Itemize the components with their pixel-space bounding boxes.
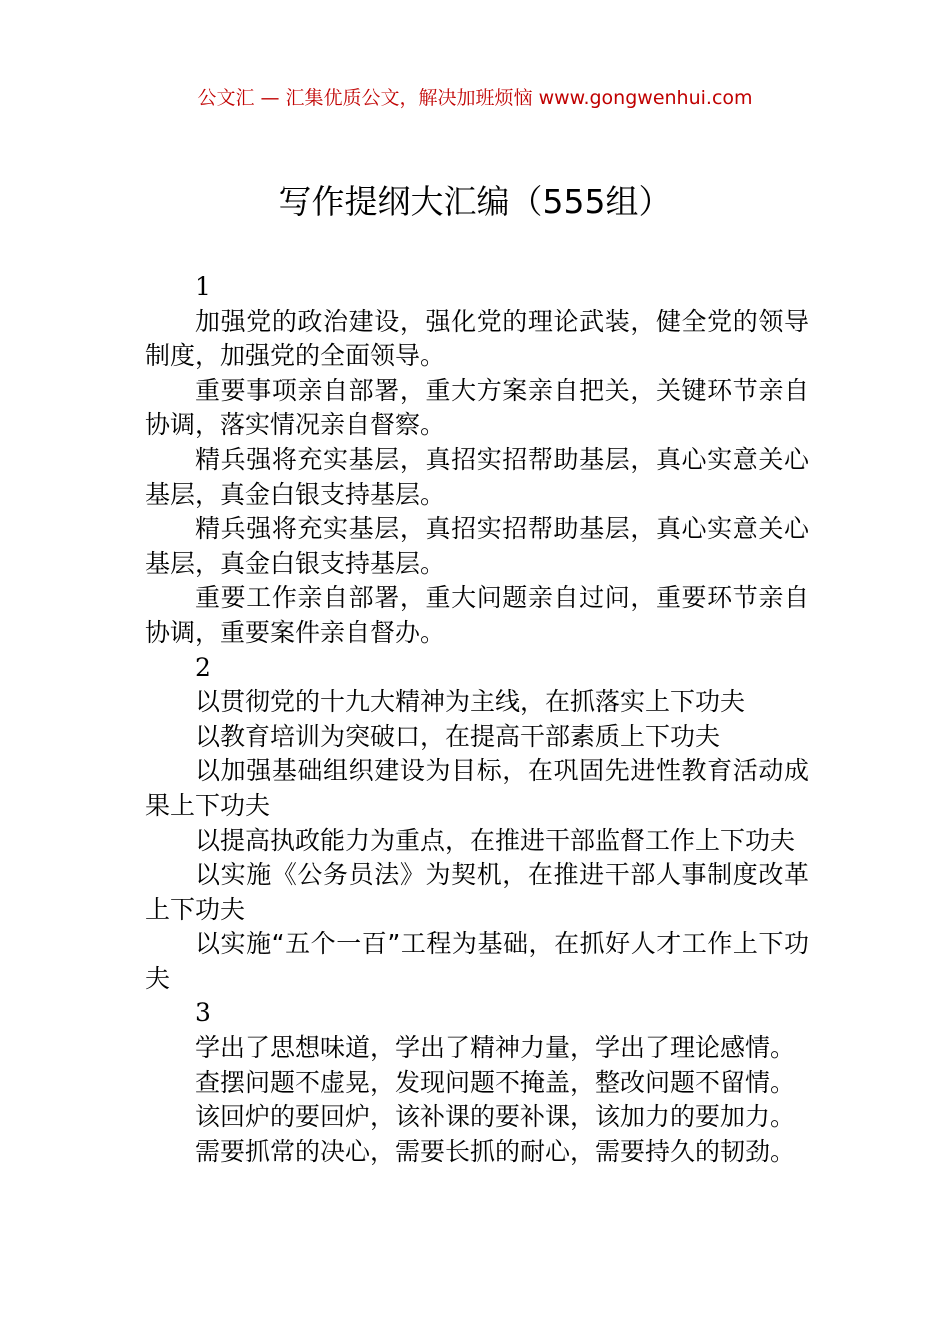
- paragraph: 该回炉的要回炉，该补课的要补课，该加力的要加力。: [195, 1102, 796, 1132]
- header-banner: 公文汇 — 汇集优质公文，解决加班烦恼 www.gongwenhui.com: [197, 87, 753, 109]
- paragraph: 以提高执政能力为重点，在推进干部监督工作上下功夫: [195, 825, 796, 855]
- paragraph: 以实施《公务员法》为契机，在推进干部人事制度改革上下功夫: [145, 860, 809, 924]
- paragraph: 加强党的政治建设，强化党的理论武装，健全党的领导制度，加强党的全面领导。: [145, 306, 809, 371]
- paragraph: 重要事项亲自部署，重大方案亲自把关，关键环节亲自协调，落实情况亲自督察。: [145, 375, 809, 440]
- paragraph: 精兵强将充实基层，真招实招帮助基层，真心实意关心基层，真金白银支持基层。: [145, 444, 809, 509]
- paragraph: 以贯彻党的十九大精神为主线，在抓落实上下功夫: [195, 687, 746, 717]
- paragraph: 精兵强将充实基层，真招实招帮助基层，真心实意关心基层，真金白银支持基层。: [145, 514, 809, 578]
- document-title: 写作提纲大汇编（555组）: [278, 182, 672, 221]
- paragraph: 以加强基础组织建设为目标，在巩固先进性教育活动成果上下功夫: [145, 756, 809, 820]
- paragraph: 需要抓常的决心，需要长抓的耐心，需要持久的韧劲。: [195, 1136, 796, 1166]
- section-number: 2: [195, 652, 211, 682]
- section-number: 1: [195, 272, 211, 301]
- section-number: 3: [195, 998, 211, 1028]
- paragraph: 以教育培训为突破口，在提高干部素质上下功夫: [195, 721, 721, 751]
- paragraph: 学出了思想味道，学出了精神力量，学出了理论感情。: [195, 1033, 796, 1063]
- document-body: [145, 270, 809, 1169]
- paragraph: 查摆问题不虚晃，发现问题不掩盖，整改问题不留情。: [195, 1067, 796, 1097]
- paragraph: 重要工作亲自部署，重大问题亲自过问，重要环节亲自协调，重要案件亲自督办。: [145, 583, 809, 647]
- paragraph: 以实施“五个一百”工程为基础，在抓好人才工作上下功夫: [145, 929, 809, 993]
